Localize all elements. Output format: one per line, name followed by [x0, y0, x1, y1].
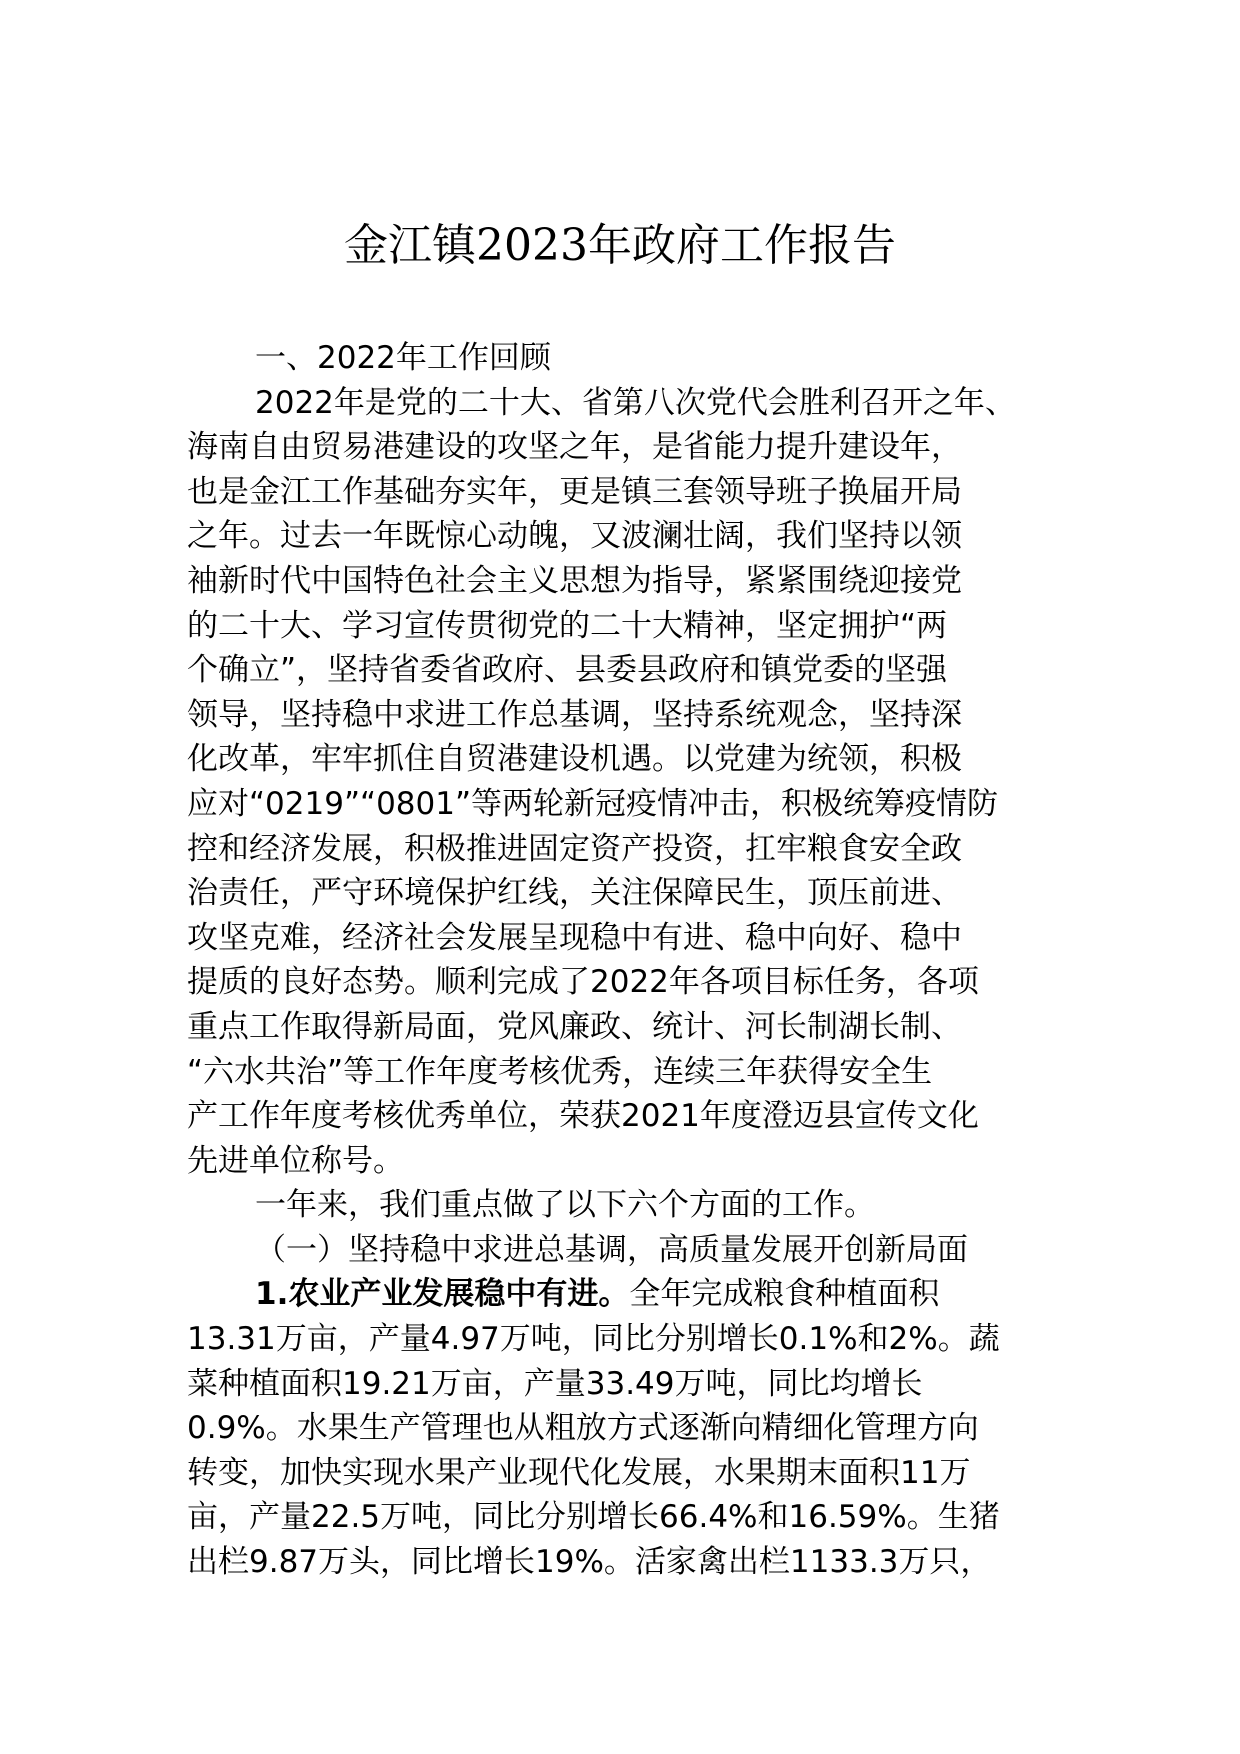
section-heading: 一、2022年工作回顾	[255, 340, 551, 376]
paragraph-line: 个确立”，坚持省委省政府、县委县政府和镇党委的坚强	[187, 652, 948, 689]
paragraph-line: 领导，坚持稳中求进工作总基调，坚持系统观念，坚持深	[187, 696, 962, 733]
paragraph-line: 出栏9.87万头，同比增长19%。活家禽出栏1133.3万只，	[187, 1544, 992, 1581]
paragraph-line: 先进单位称号。	[187, 1142, 404, 1179]
paragraph-line: 控和经济发展，积极推进固定资产投资，扛牢粮食安全政	[187, 830, 962, 867]
subsection-heading: （一）坚持稳中求进总基调，高质量发展开创新局面	[255, 1231, 968, 1268]
paragraph-line: “六水共治”等工作年度考核优秀，连续三年获得安全生	[187, 1053, 933, 1090]
paragraph-line: 一年来，我们重点做了以下六个方面的工作。	[255, 1187, 875, 1224]
paragraph-line: 应对“0219”“0801”等两轮新冠疫情冲击，积极统筹疫情防	[187, 785, 999, 822]
paragraph-line: 袖新时代中国特色社会主义思想为指导，紧紧围绕迎接党	[187, 562, 962, 599]
paragraph-line: 0.9%。水果生产管理也从粗放方式逐渐向精细化管理方向	[187, 1410, 979, 1447]
paragraph-line: 之年。过去一年既惊心动魄，又波澜壮阔，我们坚持以领	[187, 518, 962, 555]
paragraph-line: 重点工作取得新局面，党风廉政、统计、河长制湖长制、	[187, 1008, 962, 1045]
paragraph-line: 亩，产量22.5万吨，同比分别增长66.4%和16.59%。生猪	[187, 1499, 1000, 1536]
paragraph-line: 治责任，严守环境保护红线，关注保障民生，顶压前进、	[187, 875, 962, 912]
paragraph-line: 产工作年度考核优秀单位，荣获2021年度澄迈县宣传文化	[187, 1098, 979, 1135]
paragraph-line: 菜种植面积19.21万亩，产量33.49万吨，同比均增长	[187, 1365, 923, 1402]
item-heading: 1.农业产业发展稳中有进。	[255, 1276, 630, 1313]
paragraph-line	[187, 1272, 1057, 1317]
paragraph-line: 海南自由贸易港建设的攻坚之年，是省能力提升建设年，	[187, 429, 962, 466]
item-text: 全年完成粮食种植面积	[629, 1276, 940, 1313]
paragraph-line: 提质的良好态势。顺利完成了2022年各项目标任务，各项	[187, 964, 979, 1001]
document-title: 金江镇2023年政府工作报告	[344, 220, 896, 271]
paragraph-line: 的二十大、学习宣传贯彻党的二十大精神，坚定拥护“两	[187, 607, 948, 644]
paragraph-line: 化改革，牢牢抓住自贸港建设机遇。以党建为统领，积极	[187, 741, 962, 778]
document-body	[187, 336, 1057, 1585]
paragraph-line: 13.31万亩，产量4.97万吨，同比分别增长0.1%和2%。蔬	[187, 1321, 1000, 1358]
paragraph-line: 也是金江工作基础夯实年，更是镇三套领导班子换届开局	[187, 473, 962, 510]
paragraph-line: 攻坚克难，经济社会发展呈现稳中有进、稳中向好、稳中	[187, 919, 962, 956]
paragraph-line: 转变，加快实现水果产业现代化发展，水果期末面积11万	[187, 1454, 971, 1491]
paragraph-line: 2022年是党的二十大、省第八次党代会胜利召开之年、	[255, 384, 1016, 421]
